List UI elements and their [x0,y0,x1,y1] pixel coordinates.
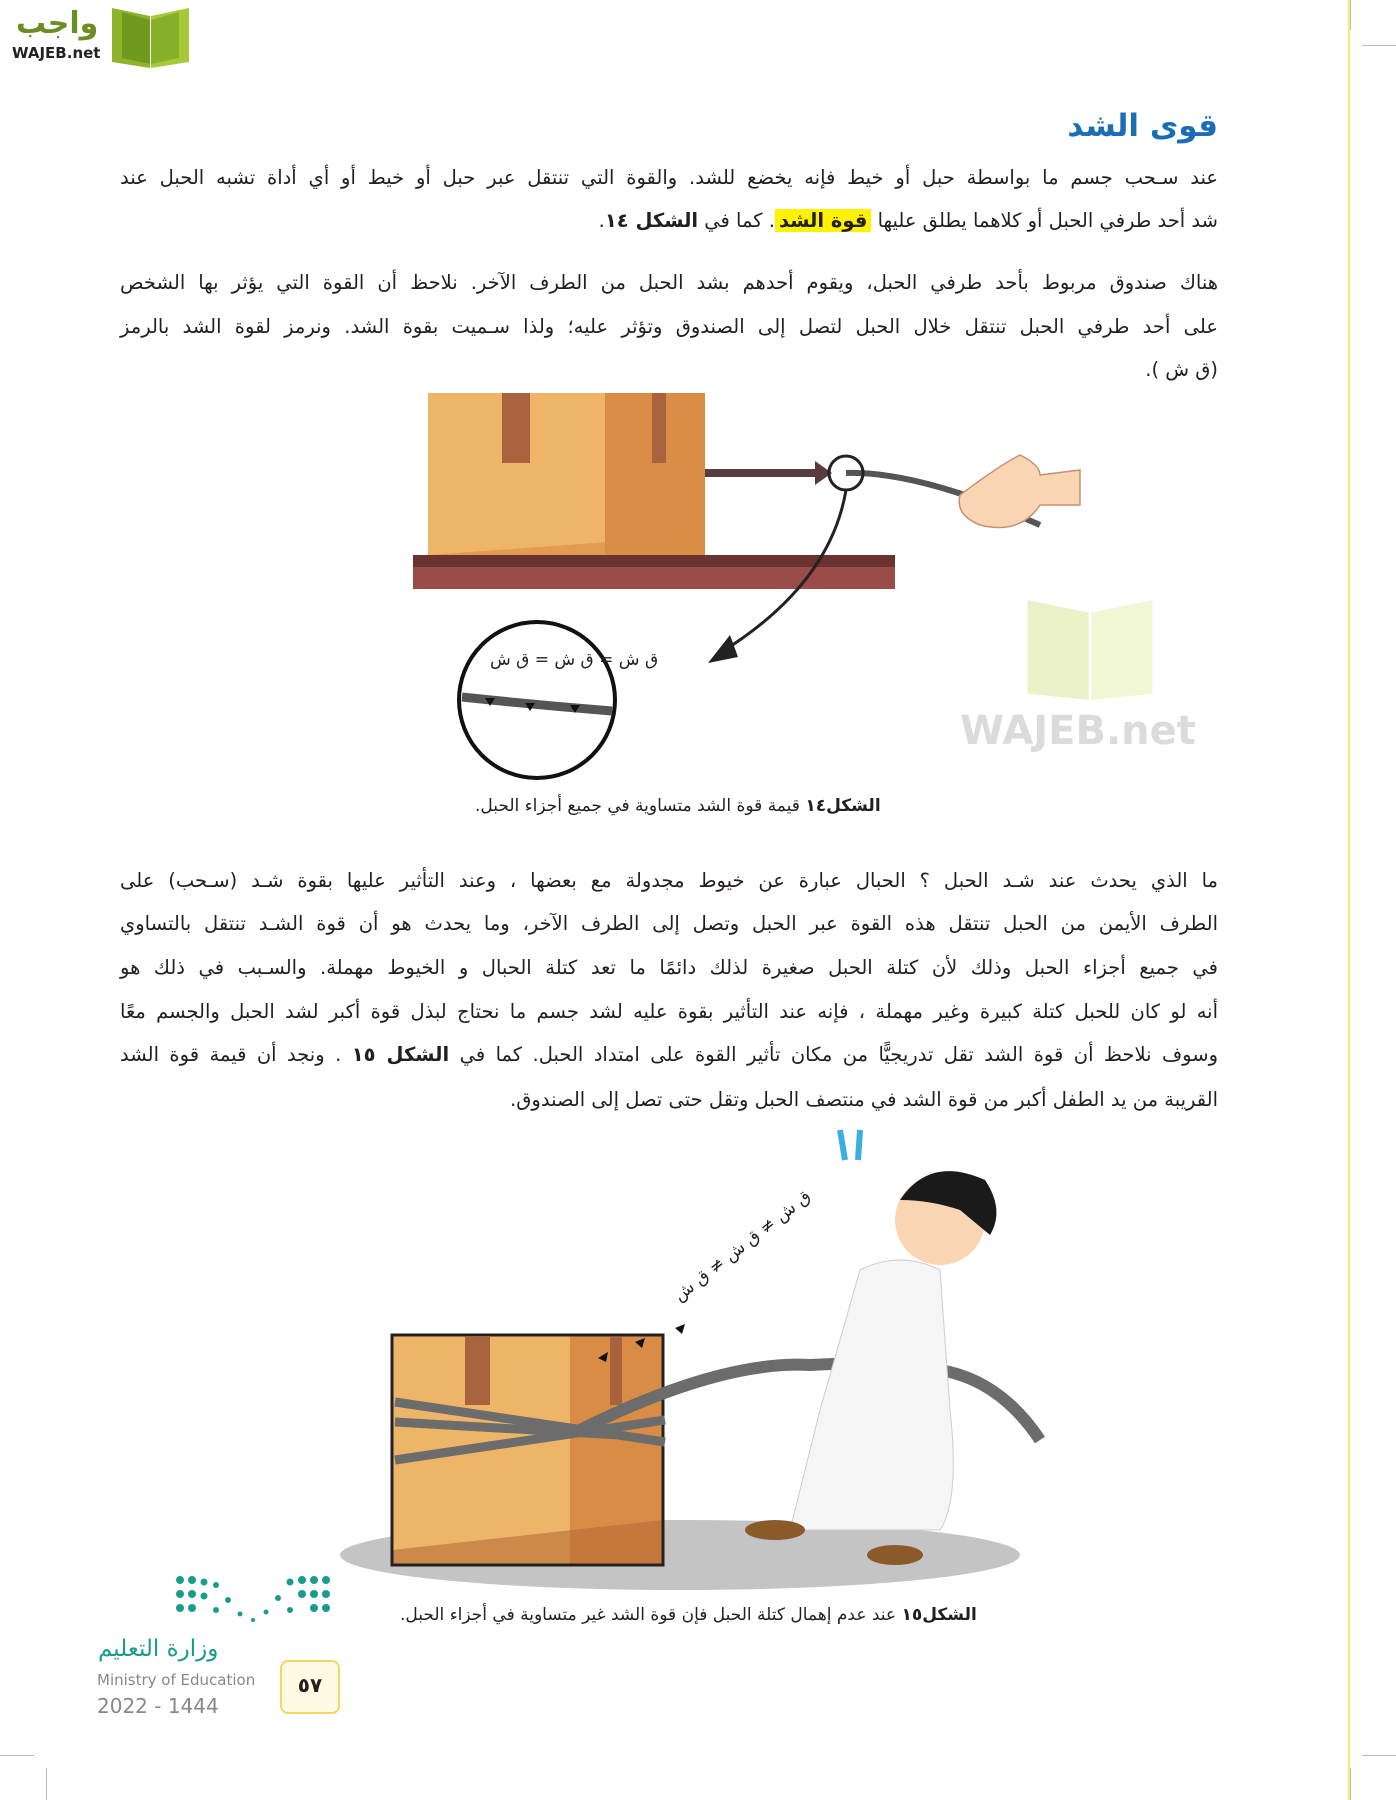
shelf [413,565,895,589]
logo-arabic-text: واجب [16,6,99,41]
book-icon [108,6,193,68]
crop-mark [46,1768,47,1800]
paragraph3-line: أنه لو كان للحبل كتلة كبيرة وغير مهملة ، فإنه عند التأثير بقوة عليه لشد جسم ما نحتاج لبذل قوة أكبر لشد الحبل والجسم معًا [120,1000,1218,1023]
figure14-illustration [400,385,1100,785]
paragraph3-line: الطرف الأيمن من الحبل تنتقل هذه القوة عبر الحبل وتصل إلى الطرف الآخر، وما يحدث هو أن قوة الشـد تنتقل بالتساوي [120,912,1218,935]
logo-latin-text: WAJEB.net [12,44,101,62]
figure14-reference[interactable]: الشكل ١٤ [604,209,699,232]
figure15-equation: ق ش ≠ ق ش ≠ ق ش [670,1186,815,1306]
figure15-illustration [340,1120,1120,1600]
edition-year: 2022 - 1444 [97,1694,219,1718]
hand-icon [959,455,1080,528]
figure14-caption-text: قيمة قوة الشد متساوية في جميع أجزاء الحبل. [475,796,800,816]
paragraph1-text: شد أحد طرفي الحبل أو كلاهما يطلق عليها [877,209,1218,232]
section-title: قوى الشد [1067,108,1218,144]
paragraph2-line: (ق ش ). [1145,358,1218,381]
key-term-highlight: قوة الشد [775,209,871,232]
crop-mark [1362,1755,1396,1756]
ministry-dots-logo [170,1570,335,1625]
paragraph2-line: هناك صندوق مربوط بأحد طرفي الحبل، ويقوم أحدهم بشد الحبل من الطرف الآخر. نلاحظ أن القوة التي يؤثر بها الشخص [120,271,1218,294]
paragraph1-end: . [598,209,605,232]
figure15-reference[interactable]: الشكل ١٥ [351,1043,450,1066]
figure15-label: الشكل١٥ [901,1605,977,1625]
crop-mark [1350,0,1351,30]
ministry-name-english: Ministry of Education [97,1671,256,1689]
paragraph3-text: وسوف نلاحظ أن قوة الشد تقل تدريجيًّا من مكان تأثير القوة على امتداد الحبل. كما في [459,1043,1219,1066]
paragraph3-line: القريبة من يد الطفل أكبر من قوة الشد في منتصف الحبل وتقل حتى تصل إلى الصندوق. [510,1088,1218,1111]
ministry-name-arabic: وزارة التعليم [98,1636,219,1662]
crop-mark [0,1755,34,1756]
paragraph2-line: على أحد طرفي الحبل تنتقل خلال الحبل لتصل إلى الصندوق وتؤثر عليه؛ ولذا سـميت بقوة الشد. ونرمز لقوة الشد بالرمز [120,315,1218,338]
paragraph3-line: في جميع أجزاء الحبل وذلك لأن كتلة الحبل صغيرة لذلك دائمًا ما تعد كتلة الحبال و الخيوط مهملة. والسـبب في ذلك هو [120,956,1218,979]
paragraph3-line [120,1040,1218,1070]
figure14-label: الشكل١٤ [805,796,881,816]
paragraph1-line2 [120,206,1218,236]
figure15-caption [400,1605,977,1625]
figure14-equation: ق ش = ق ش = ق ش [490,650,659,670]
box-icon [428,393,705,565]
boy-icon [745,1130,996,1565]
paragraph1-line1: عند سـحب جسم ما بواسطة حبل أو خيط فإنه يخضع للشد. والقوة التي تنتقل عبر حبل أو خيط أو أي أداة تشبه الحبل عند [120,166,1218,189]
figure15-caption-text: عند عدم إهمال كتلة الحبل فإن قوة الشد غير متساوية في أجزاء الحبل. [400,1605,897,1625]
force-arrow-icon [705,461,832,485]
watermark-latin: WAJEB.net [960,708,1196,754]
page-number: ٥٧ [280,1660,340,1714]
crop-mark [1362,45,1396,46]
paragraph3-text-b: . ونجد أن قيمة قوة الشد [120,1043,342,1066]
figure14-caption [475,796,881,816]
wajeb-logo[interactable] [8,6,193,68]
paragraph1-text-b: . كما في [704,209,775,232]
paragraph3-line: ما الذي يحدث عند شـد الحبل ؟ الحبال عبارة عن خيوط مجدولة مع بعضها ، وعند التأثير عليها بقوة شـد (سـحب) على [120,869,1218,892]
crop-mark [1350,1768,1351,1800]
page-edge-line [1348,0,1350,1800]
